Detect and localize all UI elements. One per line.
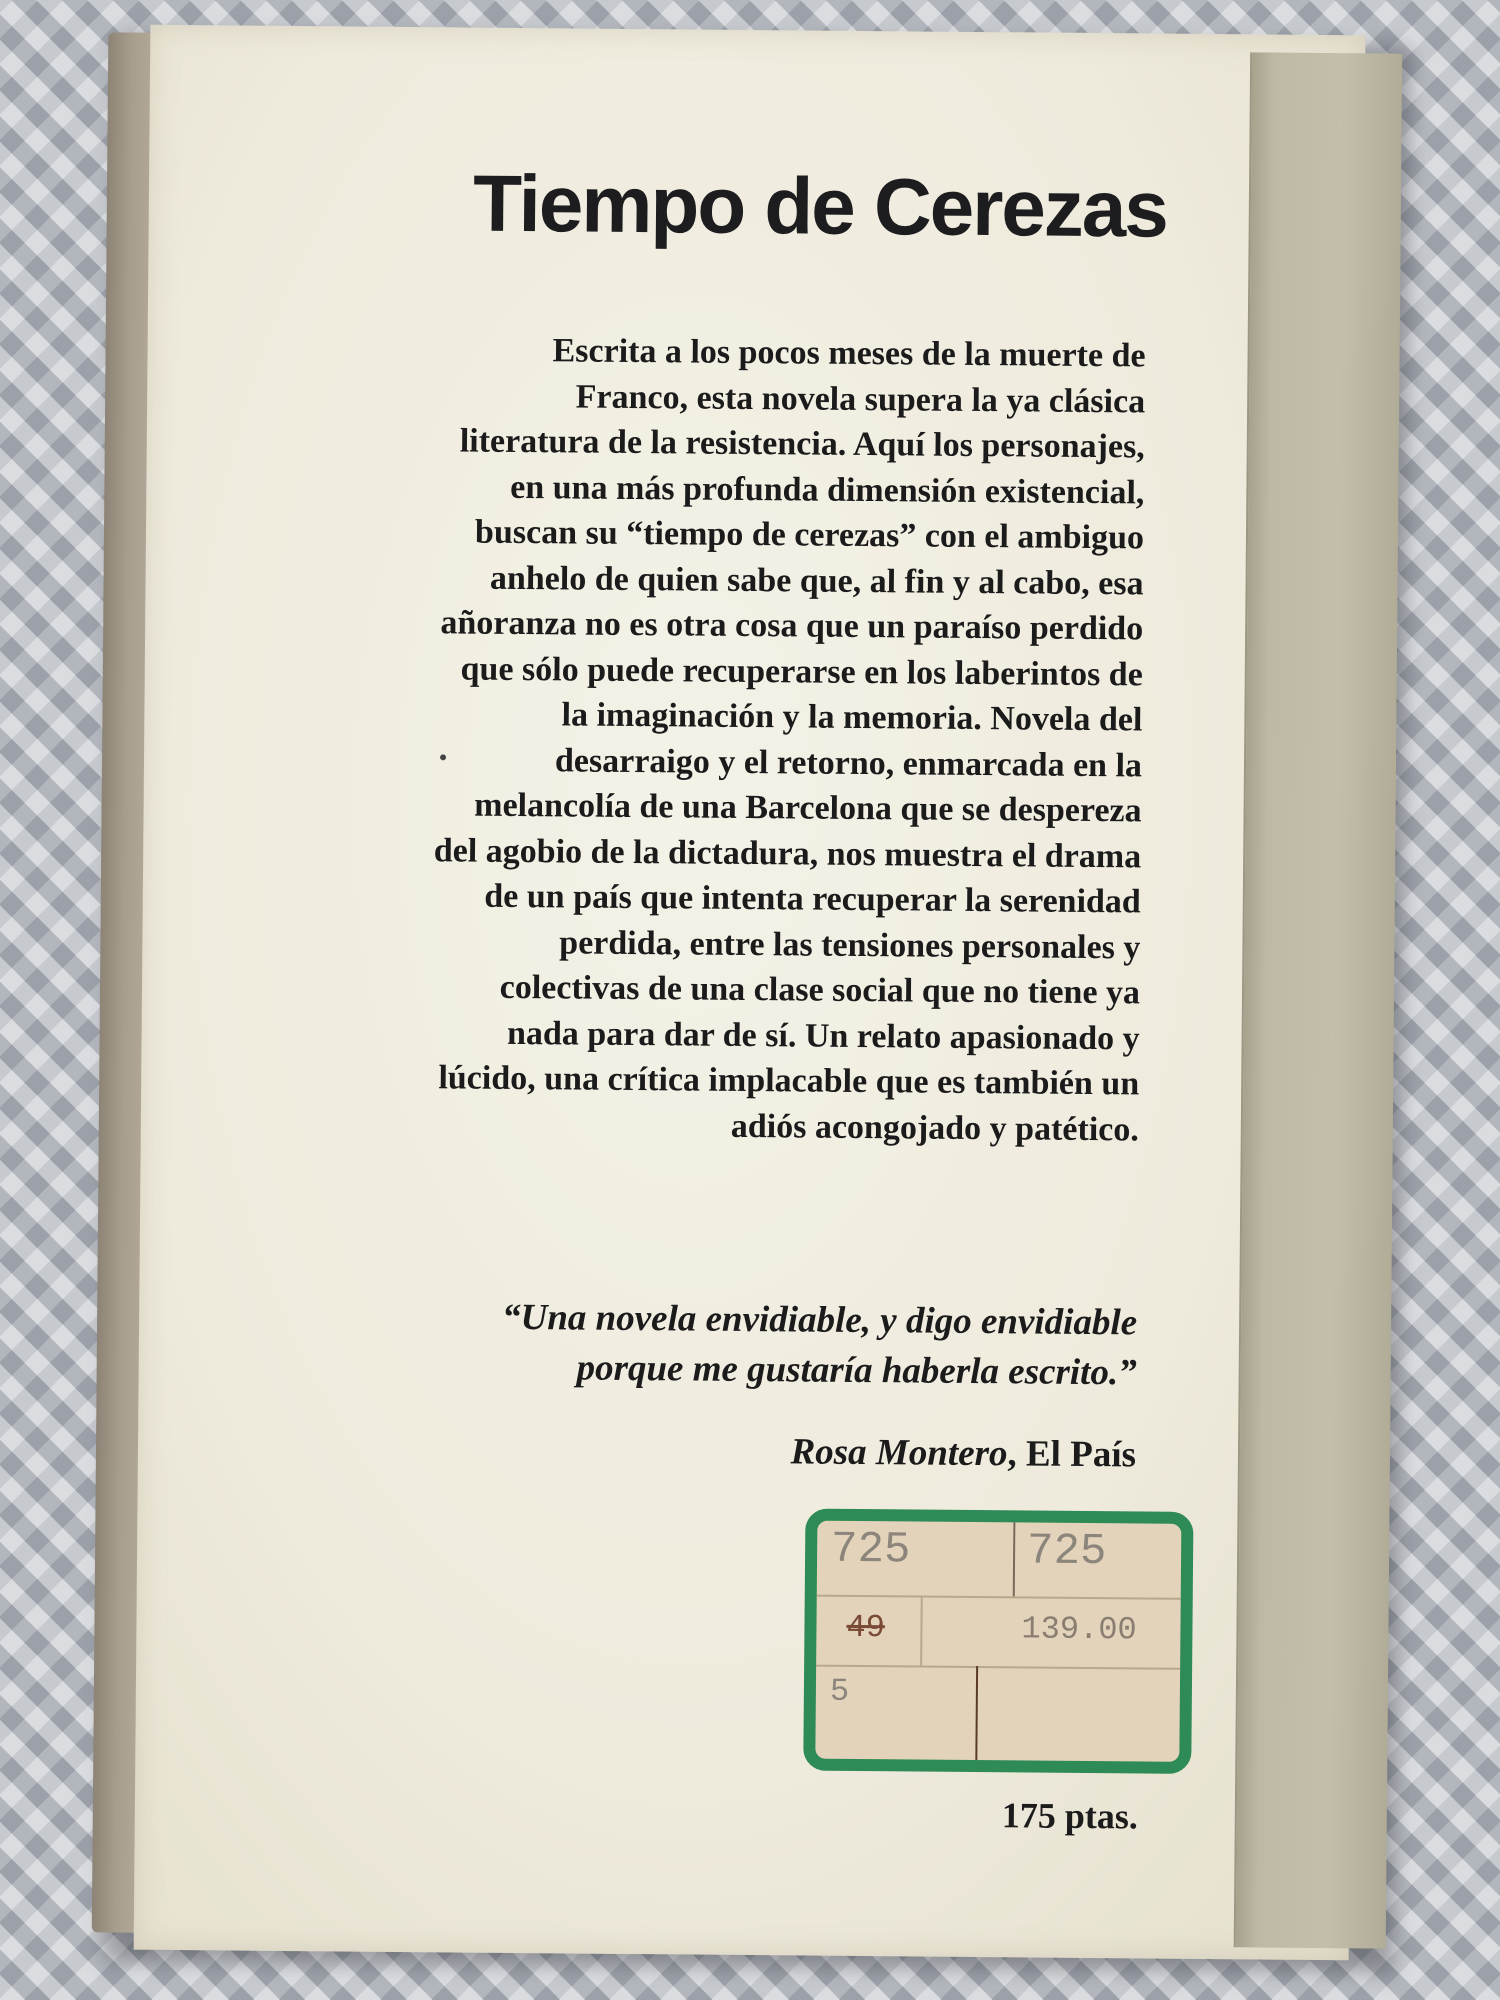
spine-strip — [1234, 52, 1403, 1948]
quote-line: porque me gustaría haberla escrito.” — [576, 1347, 1137, 1394]
reviewer-name: Rosa Montero — [790, 1431, 1008, 1475]
sticker-number-left: 49 — [846, 1608, 886, 1647]
book-title: Tiempo de Cerezas — [472, 158, 1168, 254]
sticker-row-price — [816, 1595, 1181, 1670]
sticker-handwritten-price: 139.00 — [1021, 1610, 1137, 1649]
blurb-line: la imaginación y la memoria. Novela del — [561, 696, 1143, 739]
blurb-line: Escrita a los pocos meses de la muerte de — [552, 332, 1146, 375]
sticker-number-bottom: 5 — [829, 1672, 850, 1710]
blurb-line: perdida, entre las tensiones personales y — [559, 923, 1141, 966]
sticker-code-left: 725 — [830, 1524, 911, 1576]
sticker-row-code — [817, 1521, 1182, 1600]
blurb-line: colectivas de una clase social que no tiene ya — [499, 968, 1141, 1012]
blurb-line: añoranza no es otra cosa que un paraíso perdido — [440, 604, 1144, 648]
blurb-line: en una más profunda dimensión existencial, — [510, 468, 1145, 511]
blurb-line: lúcido, una crítica implacable que es también un — [438, 1059, 1140, 1103]
blurb-line: Franco, esta novela supera la ya clásica — [575, 377, 1146, 420]
blurb-line: anhelo de quien sabe que, al fin y al cabo, esa — [489, 559, 1144, 602]
ink-dot — [440, 754, 446, 760]
blurb-line: de un país que intenta recuperar la serenidad — [484, 877, 1141, 921]
sticker-code-right: 725 — [1026, 1526, 1107, 1578]
blurb — [259, 326, 1146, 1153]
attribution-comma: , — [1007, 1433, 1027, 1475]
blurb-line: desarraigo y el retorno, enmarcada en la — [554, 741, 1143, 784]
sticker-row-bottom — [815, 1665, 1180, 1768]
quote-line: “Una novela envidiable, y digo envidiable — [501, 1296, 1138, 1344]
cover-price: 175 ptas. — [1001, 1795, 1138, 1837]
review-quote — [357, 1292, 1138, 1399]
blurb-line: nada para dar de sí. Un relato apasionado y — [506, 1014, 1140, 1057]
blurb-line: adiós acongojado y patético. — [730, 1107, 1139, 1148]
blurb-line: literatura de la resistencia. Aquí los personajes, — [459, 422, 1145, 466]
reviewer-source: El País — [1025, 1433, 1137, 1476]
blurb-line: del agobio de la dictadura, nos muestra el drama — [433, 831, 1142, 875]
blurb-line: buscan su “tiempo de cerezas” con el ambiguo — [474, 513, 1145, 557]
blurb-line: que sólo puede recuperarse en los laberintos de — [460, 649, 1143, 693]
price-sticker — [803, 1509, 1193, 1774]
book — [92, 24, 1404, 1960]
blurb-line: melancolía de una Barcelona que se desperezа — [474, 786, 1142, 830]
quote-attribution — [356, 1427, 1136, 1477]
